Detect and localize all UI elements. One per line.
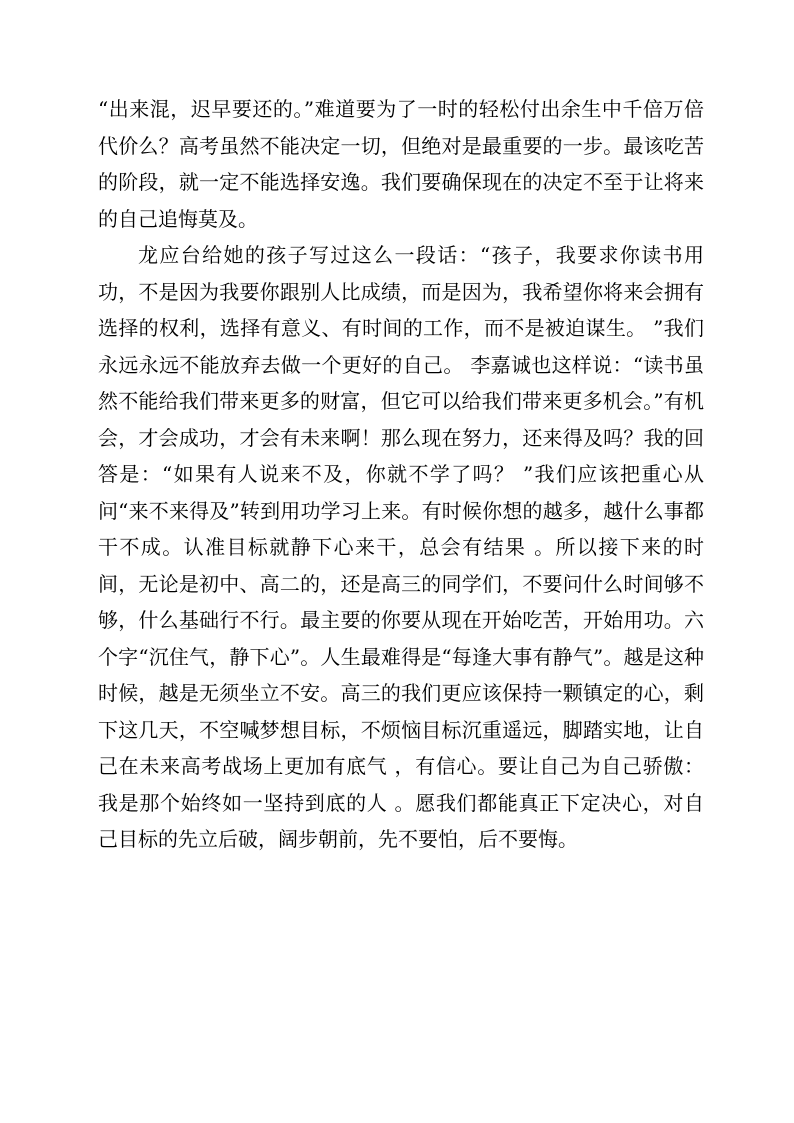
paragraph-2: 龙应台给她的孩子写过这么一段话：“孩子，我要求你读书用功，不是因为我要你跟别人比成绩，而是因为，我希望你将来会拥有选择的权利，选择有意义、有时间的工作，而不是被迫谋生。 ”我们永远永远不能放弃去做一个更好的自己。 李嘉诚也这样说：“读书虽然不能给我们带来更多的财富，但它可以给我们带来更多机会。”有机会，才会成功，才会有未来啊！那么现在努力，还来得及吗？我的回答是：“如果有人说来不及，你就不学了吗？ ”我们应该把重心从问“来不来得及”转到用功学习上来。有时候你想的越多，越什么事都干不成。认准目标就静下心来干，总会有结果 。所以接下来的时间，无论是初中、高二的，还是高三的同学们，不要问什么时间够不够，什么基础行不行。最主要的你要从现在开始吃苦，开始用功。六个字“沉住气，静下心”。人生最难得是“每逢大事有静气”。越是这种时候，越是无须坐立不安。高三的我们更应该保持一颗镇定的心，剩下这几天，不空喊梦想目标，不烦恼目标沉重遥远，脚踏实地，让自己在未来高考战场上更加有底气 ，有信心。要让自己为自己骄傲：我是那个始终如一坚持到底的人 。愿我们都能真正下定决心，对自己目标的先立后破，阔步朝前，先不要怕，后不要悔。 [98, 243, 704, 851]
paragraph-1: “出来混，迟早要还的。”难道要为了一时的轻松付出余生中千倍万倍代价么？高考虽然不能决定一切，但绝对是最重要的一步。最该吃苦的阶段，就一定不能选择安逸。我们要确保现在的决定不至于让将来的自己追悔莫及。 [98, 97, 704, 231]
document-page [98, 91, 704, 858]
